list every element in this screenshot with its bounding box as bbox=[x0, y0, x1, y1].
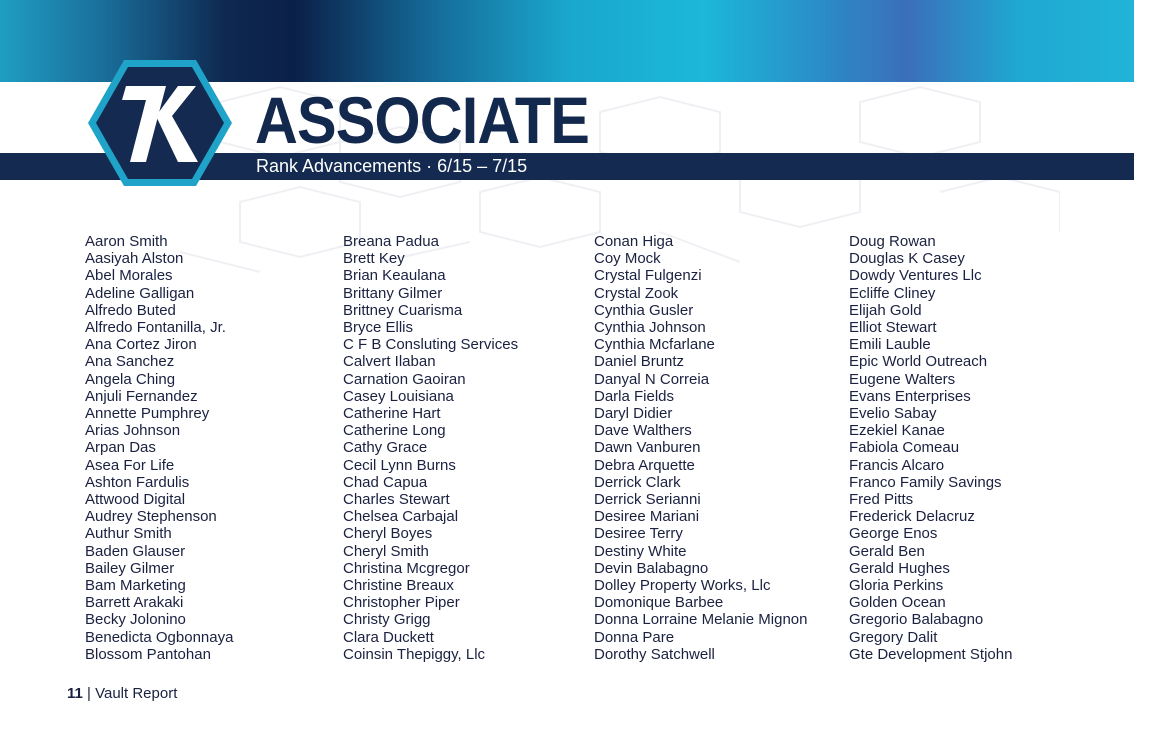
associate-name: Cathy Grace bbox=[343, 439, 428, 457]
associate-name: Asea For Life bbox=[85, 456, 175, 474]
associate-name: Catherine Long bbox=[343, 422, 446, 440]
page-number: 11 bbox=[67, 685, 83, 702]
associate-name: Christine Breaux bbox=[343, 577, 454, 595]
associate-name: Evans Enterprises bbox=[849, 387, 971, 405]
associate-name: Evelio Sabay bbox=[849, 405, 937, 423]
associate-name: Brett Key bbox=[343, 250, 405, 268]
associate-name: Elijah Gold bbox=[849, 301, 922, 319]
associate-name: Benedicta Ogbonnaya bbox=[85, 628, 234, 646]
associate-name: Barrett Arakaki bbox=[85, 594, 184, 612]
associate-name: Bam Marketing bbox=[85, 577, 186, 595]
associate-name: Dowdy Ventures Llc bbox=[849, 267, 982, 285]
associate-name: Doug Rowan bbox=[849, 233, 936, 250]
associate-name: Arias Johnson bbox=[85, 422, 181, 440]
associate-name: Derrick Clark bbox=[594, 473, 681, 491]
names-column-3 bbox=[594, 233, 807, 663]
associate-name: Desiree Terry bbox=[594, 525, 683, 543]
associate-name: Fabiola Comeau bbox=[849, 439, 960, 457]
associate-name: Casey Louisiana bbox=[343, 387, 454, 405]
associate-name: Daniel Bruntz bbox=[594, 353, 685, 371]
associate-name: Brian Keaulana bbox=[343, 267, 446, 285]
associate-name: Derrick Serianni bbox=[594, 491, 701, 509]
associate-name: Angela Ching bbox=[85, 370, 176, 388]
associate-name: Authur Smith bbox=[85, 525, 172, 543]
associate-name: Ana Sanchez bbox=[85, 353, 175, 371]
associate-name: Abel Morales bbox=[85, 267, 173, 285]
associate-name: Coy Mock bbox=[594, 250, 661, 268]
associate-name: Daryl Didier bbox=[594, 405, 673, 423]
associate-name: Desiree Mariani bbox=[594, 508, 700, 526]
associate-name: Dawn Vanburen bbox=[594, 439, 701, 457]
associate-name: Gregorio Balabagno bbox=[849, 611, 984, 629]
associate-name: Elliot Stewart bbox=[849, 319, 937, 337]
associate-name: Calvert Ilaban bbox=[343, 353, 436, 371]
associate-name: Donna Pare bbox=[594, 628, 675, 646]
associate-name: Dolley Property Works, Llc bbox=[594, 577, 771, 595]
associate-name: Brittany Gilmer bbox=[343, 284, 443, 302]
associate-name: Ecliffe Cliney bbox=[849, 284, 936, 302]
associate-name: C F B Consluting Services bbox=[343, 336, 519, 354]
7k-hexagon-logo bbox=[86, 58, 234, 188]
associate-name: Gte Development Stjohn bbox=[849, 645, 1013, 663]
associate-name: Devin Balabagno bbox=[594, 559, 709, 577]
associate-name: Catherine Hart bbox=[343, 405, 441, 423]
associate-name: Domonique Barbee bbox=[594, 594, 724, 612]
associate-name: Dorothy Satchwell bbox=[594, 645, 715, 663]
associate-name: Alfredo Fontanilla, Jr. bbox=[85, 319, 226, 337]
associate-name: Gerald Hughes bbox=[849, 559, 950, 577]
associate-name: Douglas K Casey bbox=[849, 250, 965, 268]
names-column-4 bbox=[849, 233, 1012, 663]
associate-name: Ana Cortez Jiron bbox=[85, 336, 197, 354]
names-column-1 bbox=[85, 233, 233, 663]
associate-name: Chelsea Carbajal bbox=[343, 508, 459, 526]
associate-name: Golden Ocean bbox=[849, 594, 946, 612]
associate-name: Chad Capua bbox=[343, 473, 428, 491]
associate-name: Adeline Galligan bbox=[85, 284, 195, 302]
associate-name: Ezekiel Kanae bbox=[849, 422, 945, 440]
associate-name: Christopher Piper bbox=[343, 594, 460, 612]
page-subtitle: Rank Advancements · 6/15 – 7/15 bbox=[256, 156, 528, 176]
associate-name: Coinsin Thepiggy, Llc bbox=[343, 645, 486, 663]
associate-name: Clara Duckett bbox=[343, 628, 434, 646]
associate-name: Christina Mcgregor bbox=[343, 559, 470, 577]
associate-name: Gloria Perkins bbox=[849, 577, 944, 595]
footer-separator: | bbox=[87, 685, 91, 702]
associate-name: Carnation Gaoiran bbox=[343, 370, 466, 388]
associate-name: Cheryl Boyes bbox=[343, 525, 433, 543]
associate-name: Bailey Gilmer bbox=[85, 559, 175, 577]
associate-name: Ashton Fardulis bbox=[85, 473, 190, 491]
associate-name: Fred Pitts bbox=[849, 491, 914, 509]
associate-name: Cecil Lynn Burns bbox=[343, 456, 456, 474]
associate-name: Darla Fields bbox=[594, 387, 675, 405]
associate-name: Frederick Delacruz bbox=[849, 508, 975, 526]
names-column-2 bbox=[343, 233, 518, 663]
associate-name: Franco Family Savings bbox=[849, 473, 1002, 491]
associate-name: Blossom Pantohan bbox=[85, 645, 211, 663]
associate-name: Cheryl Smith bbox=[343, 542, 429, 560]
associate-name: Danyal N Correia bbox=[594, 370, 710, 388]
page-title: ASSOCIATE bbox=[255, 83, 590, 157]
associate-name: Christy Grigg bbox=[343, 611, 431, 629]
associate-name: Aasiyah Alston bbox=[85, 250, 184, 268]
associate-name: Conan Higa bbox=[594, 233, 674, 250]
associate-name: Baden Glauser bbox=[85, 542, 186, 560]
associate-name: Anjuli Fernandez bbox=[85, 387, 198, 405]
associate-name: Aaron Smith bbox=[85, 233, 168, 250]
associate-name: Destiny White bbox=[594, 542, 687, 560]
associate-name: Bryce Ellis bbox=[343, 319, 414, 337]
associate-name: Emili Lauble bbox=[849, 336, 931, 354]
footer bbox=[67, 685, 177, 703]
associate-name: Debra Arquette bbox=[594, 456, 695, 474]
associate-name: Dave Walthers bbox=[594, 422, 692, 440]
associate-name: Annette Pumphrey bbox=[85, 405, 210, 423]
associate-name: Epic World Outreach bbox=[849, 353, 988, 371]
associate-name: Attwood Digital bbox=[85, 491, 186, 509]
associate-name: Francis Alcaro bbox=[849, 456, 945, 474]
associate-name: Gerald Ben bbox=[849, 542, 925, 560]
associate-name: Crystal Fulgenzi bbox=[594, 267, 702, 285]
associate-name: Cynthia Mcfarlane bbox=[594, 336, 715, 354]
associate-name: Becky Jolonino bbox=[85, 611, 186, 629]
associate-name: Charles Stewart bbox=[343, 491, 450, 509]
associate-name: Brittney Cuarisma bbox=[343, 301, 463, 319]
associate-name: Crystal Zook bbox=[594, 284, 679, 302]
associate-name: Donna Lorraine Melanie Mignon bbox=[594, 611, 808, 629]
associate-name: Cynthia Gusler bbox=[594, 301, 694, 319]
associate-name: Gregory Dalit bbox=[849, 628, 938, 646]
associate-name: Cynthia Johnson bbox=[594, 319, 706, 337]
associate-name: Alfredo Buted bbox=[85, 301, 176, 319]
publication-name: Vault Report bbox=[95, 685, 178, 702]
associate-name: Eugene Walters bbox=[849, 370, 956, 388]
associate-name: Arpan Das bbox=[85, 439, 156, 457]
associate-name: George Enos bbox=[849, 525, 938, 543]
associate-name: Audrey Stephenson bbox=[85, 508, 217, 526]
associate-name: Breana Padua bbox=[343, 233, 439, 250]
